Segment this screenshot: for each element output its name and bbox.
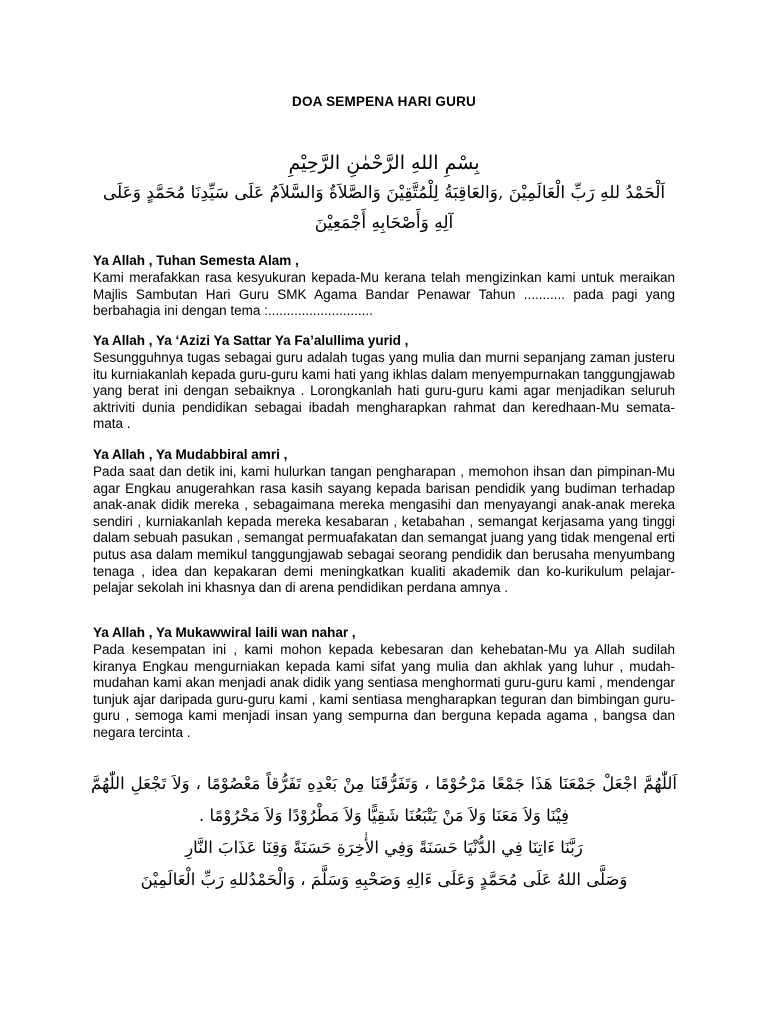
bismillah-text: بِسْمِ اللهِ الرَّحْمٰنِ الرَّحِيْمِ	[288, 152, 480, 174]
section-body: Pada kesempatan ini , kami mohon kepada kebesaran dan kehebatan-Mu ya Allah sudilah kiranya Engkau mengurniakan kepada kami sifat yang mulia dan akhlak yang luhur , mudah-mudahan kami akan menjadi anak didik yang sentiasa menghormati guru-guru kami , mendengar tunjuk ajar daripada guru-guru kami , kami sentiasa mengharapkan teguran dan bimbingan guru-guru , semoga kami menjadi insan yang sempurna dan berguna kepada agama , bangsa dan negara tercinta .	[93, 642, 675, 740]
section-body: Sesungguhnya tugas sebagai guru adalah tugas yang mulia dan murni sepanjang zaman justeru itu kurniakanlah kepada guru-guru kami hati yang ikhlas dalam menyempurnakan tanggungjawab yang berat ini dengan sebaiknya . Lorongkanlah hati guru-guru kami agar menjadikan seluruh aktriviti dunia pendidikan sebagai ibadah mengharapkan rahmat dan keredhaan-Mu semata-mata .	[93, 350, 675, 432]
document-title: DOA SEMPENA HARI GURU	[292, 94, 476, 109]
prayer-section-4	[93, 624, 675, 742]
section-body: Kami merafakkan rasa kesyukuran kepada-Mu kerana telah mengizinkan kami untuk meraikan Majlis Sambutan Hari Guru SMK Agama Bandar Penawar Tahun ........... pada pagi yang berbahagia ini dengan tema :............................	[93, 270, 675, 319]
closing-doa-line: وَصَلَّى اللهُ عَلَى مُحَمَّدٍ وَعَلَى ءَالِهِ وَصَحْبِهِ وَسَلَّمَ ، وَالْحَمْدُللهِ رَبِّ الْعَالَمِيْنَ	[140, 870, 628, 889]
document-page	[93, 0, 675, 1024]
section-heading: Ya Allah , Ya Mudabbiral amri ,	[93, 447, 288, 462]
prayer-section-1	[93, 252, 675, 320]
opening-praise-text: اَلْحَمْدُ للهِ رَبِّ الْعَالَمِيْنَ ,وَالعَاقِبَةُ لِلْمُتَّقِيْنَ وَالصَّلاَةُ وَالسَّلاَمُ عَلَى سَيِّدِنَا مُحَمَّدٍ وَعَلَى آلِهِ وَأَصْحَابِهِ أَجْمَعِيْنَ	[102, 183, 666, 233]
closing-doa-line: رَبَّنَا ءَاتِنَا فِي الدُّنْيَا حَسَنَةً وَفِي الأٰخِرَةِ حَسَنَةً وَقِنَا عَذَابَ النَّارِ	[185, 838, 583, 857]
closing-doa	[91, 768, 677, 896]
section-heading: Ya Allah , Ya ‘Azizi Ya Sattar Ya Fa’alullima yurid ,	[93, 333, 409, 348]
section-body: Pada saat dan detik ini, kami hulurkan tangan pengharapan , memohon ihsan dan pimpinan-Mu agar Engkau anugerahkan rasa kasih sayang kepada barisan pendidik yang budiman terhadap anak-anak didik mereka , sebagaimana mereka mengasihi dan menyayangi anak-anak mereka sendiri , kurniakanlah kepada mereka kesabaran , ketabahan , semangat kerjasama yang tinggi dalam sebuah pasukan , semangat permuafakatan dan semangat juang yang tidak mengenal erti putus asa dalam memikul tanggungjawab sebagai seorang pendidik dan berusaha menyumbang tenaga , idea dan kepakaran demi meningkatkan kualiti akademik dan ko-kurikulum pelajar-pelajar sekolah ini khasnya dan di arena pendidikan perdana amnya .	[93, 464, 675, 596]
prayer-section-2	[93, 332, 675, 433]
section-heading: Ya Allah , Ya Mukawwiral laili wan nahar ,	[93, 625, 356, 640]
prayer-section-3	[93, 446, 675, 597]
section-heading: Ya Allah , Tuhan Semesta Alam ,	[93, 253, 299, 268]
closing-doa-line: اَللّٰهُمَّ اجْعَلْ جَمْعَنَا هَذَا جَمْعًا مَرْحُوْمًا ، وَتَفَرُّقَنَا مِنْ بَعْدِهِ تَفَرُّقاً مَعْصُوْمًا ، وَلاَ تَجْعَلِ اللّٰهُمَّ فِيْنَا وَلاَ مَعَنَا وَلاَ مَنْ يَتْبَعُنَا شَقِيًّا وَلاَ مَطْرُوْدًا وَلاَ مَحْرُوْمًا .	[91, 774, 677, 825]
